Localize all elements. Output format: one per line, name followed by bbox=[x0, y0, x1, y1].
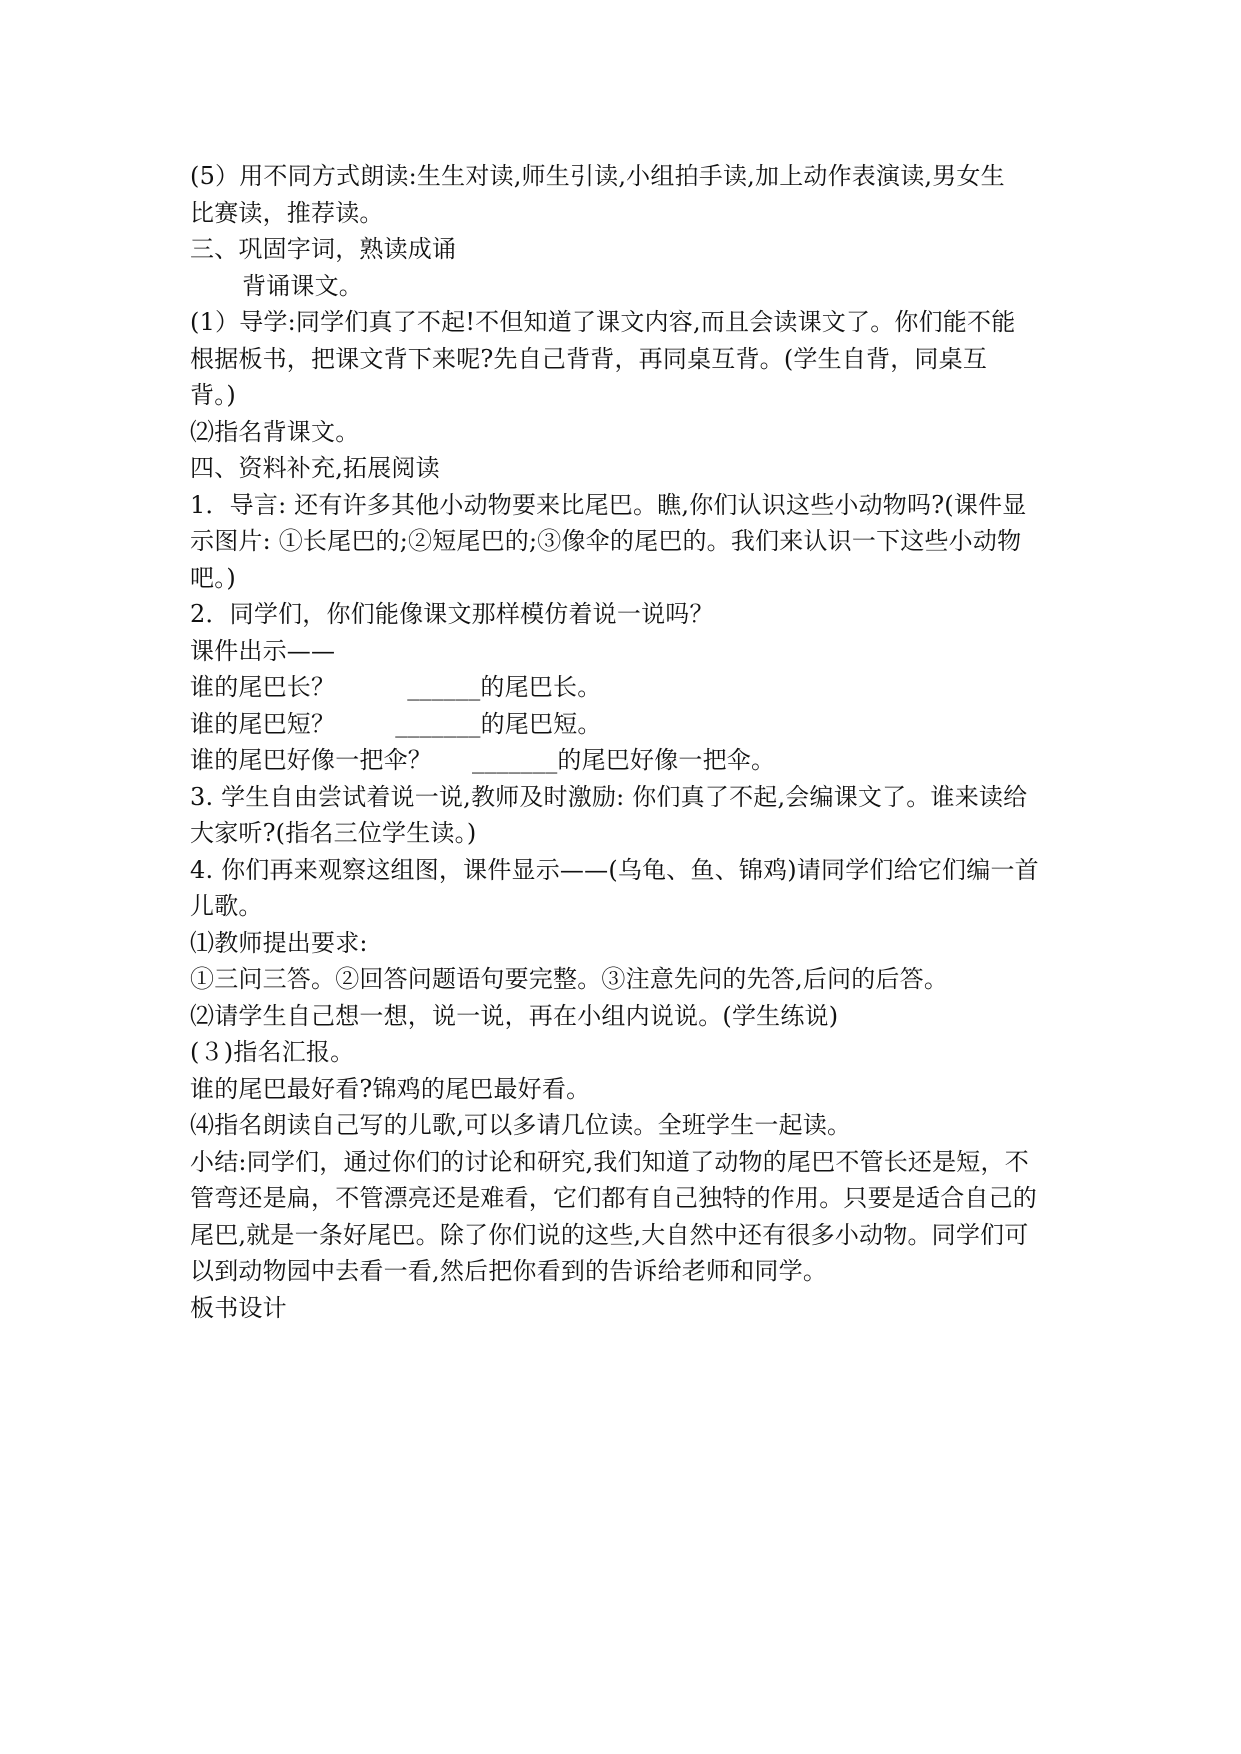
text-line: 儿歌。 bbox=[190, 892, 263, 920]
fill-in-question: 谁的尾巴短？ bbox=[190, 709, 336, 738]
text-line: 吧。) bbox=[190, 563, 236, 592]
text-line: 比赛读，推荐读。 bbox=[190, 198, 384, 227]
text-line: 小结:同学们，通过你们的讨论和研究,我们知道了动物的尾巴不管长还是短，不 bbox=[190, 1147, 1029, 1176]
text-line: (３)指名汇报。 bbox=[190, 1038, 355, 1066]
text-line: 2．同学们，你们能像课文那样模仿着说一说吗？ bbox=[190, 600, 714, 628]
section-heading: 板书设计 bbox=[190, 1293, 287, 1322]
text-line: ⑷指名朗读自己写的儿歌,可以多请几位读。全班学生一起读。 bbox=[190, 1111, 852, 1139]
fill-in-question: 谁的尾巴好像一把伞？ bbox=[190, 746, 432, 774]
text-line: ①三问三答。②回答问题语句要完整。③注意先问的先答,后问的后答。 bbox=[190, 965, 949, 993]
text-line: (5）用不同方式朗读:生生对读,师生引读,小组拍手读,加上动作表演读,男女生 bbox=[190, 162, 1005, 190]
text-line: (1）导学:同学们真了不起!不但知道了课文内容,而且会读课文了。你们能不能 bbox=[190, 308, 1016, 336]
fill-in-answer: ______的尾巴长。 bbox=[407, 673, 602, 701]
text-line: 大家听?(指名三位学生读。) bbox=[190, 819, 477, 847]
text-line: 背。) bbox=[190, 381, 236, 409]
text-line: 背诵课文。 bbox=[242, 271, 363, 300]
text-line: ⑵指名背课文。 bbox=[190, 417, 360, 446]
text-line: 根据板书，把课文背下来呢?先自己背背，再同桌互背。(学生自背，同桌互 bbox=[190, 344, 988, 373]
section-heading: 三、巩固字词，熟读成诵 bbox=[190, 235, 457, 263]
text-line: 尾巴,就是一条好尾巴。除了你们说的这些,大自然中还有很多小动物。同学们可 bbox=[190, 1220, 1029, 1249]
section-heading: 四、资料补充,拓展阅读 bbox=[190, 454, 440, 482]
fill-in-row bbox=[190, 706, 1060, 743]
text-line: 3. 学生自由尝试着说一说,教师及时激励: 你们真了不起,会编课文了。谁来读给 bbox=[190, 782, 1028, 811]
fill-in-row bbox=[190, 669, 1060, 706]
fill-in-answer: _______的尾巴短。 bbox=[395, 709, 602, 738]
text-line: 1．导言: 还有许多其他小动物要来比尾巴。瞧,你们认识这些小动物吗?(课件显 bbox=[190, 490, 1027, 519]
fill-in-answer: _______的尾巴好像一把伞。 bbox=[472, 746, 776, 774]
fill-in-row bbox=[190, 742, 1060, 779]
text-line: 管弯还是扁，不管漂亮还是难看，它们都有自己独特的作用。只要是适合自己的 bbox=[190, 1184, 1037, 1212]
text-line: 课件出示—— bbox=[190, 636, 336, 665]
text-line: 以到动物园中去看一看,然后把你看到的告诉给老师和同学。 bbox=[190, 1257, 828, 1285]
text-line: 示图片: ①长尾巴的;②短尾巴的;③像伞的尾巴的。我们来认识一下这些小动物 bbox=[190, 527, 1022, 555]
text-line: 4. 你们再来观察这组图，课件显示——(乌龟、鱼、锦鸡)请同学们给它们编一首 bbox=[190, 855, 1039, 884]
document-page bbox=[190, 158, 1060, 1326]
text-line: 谁的尾巴最好看?锦鸡的尾巴最好看。 bbox=[190, 1074, 591, 1103]
fill-in-question: 谁的尾巴长？ bbox=[190, 673, 336, 701]
text-line: ⑵请学生自己想一想，说一说，再在小组内说说。(学生练说) bbox=[190, 1001, 839, 1030]
text-line: ⑴教师提出要求: bbox=[190, 928, 368, 957]
